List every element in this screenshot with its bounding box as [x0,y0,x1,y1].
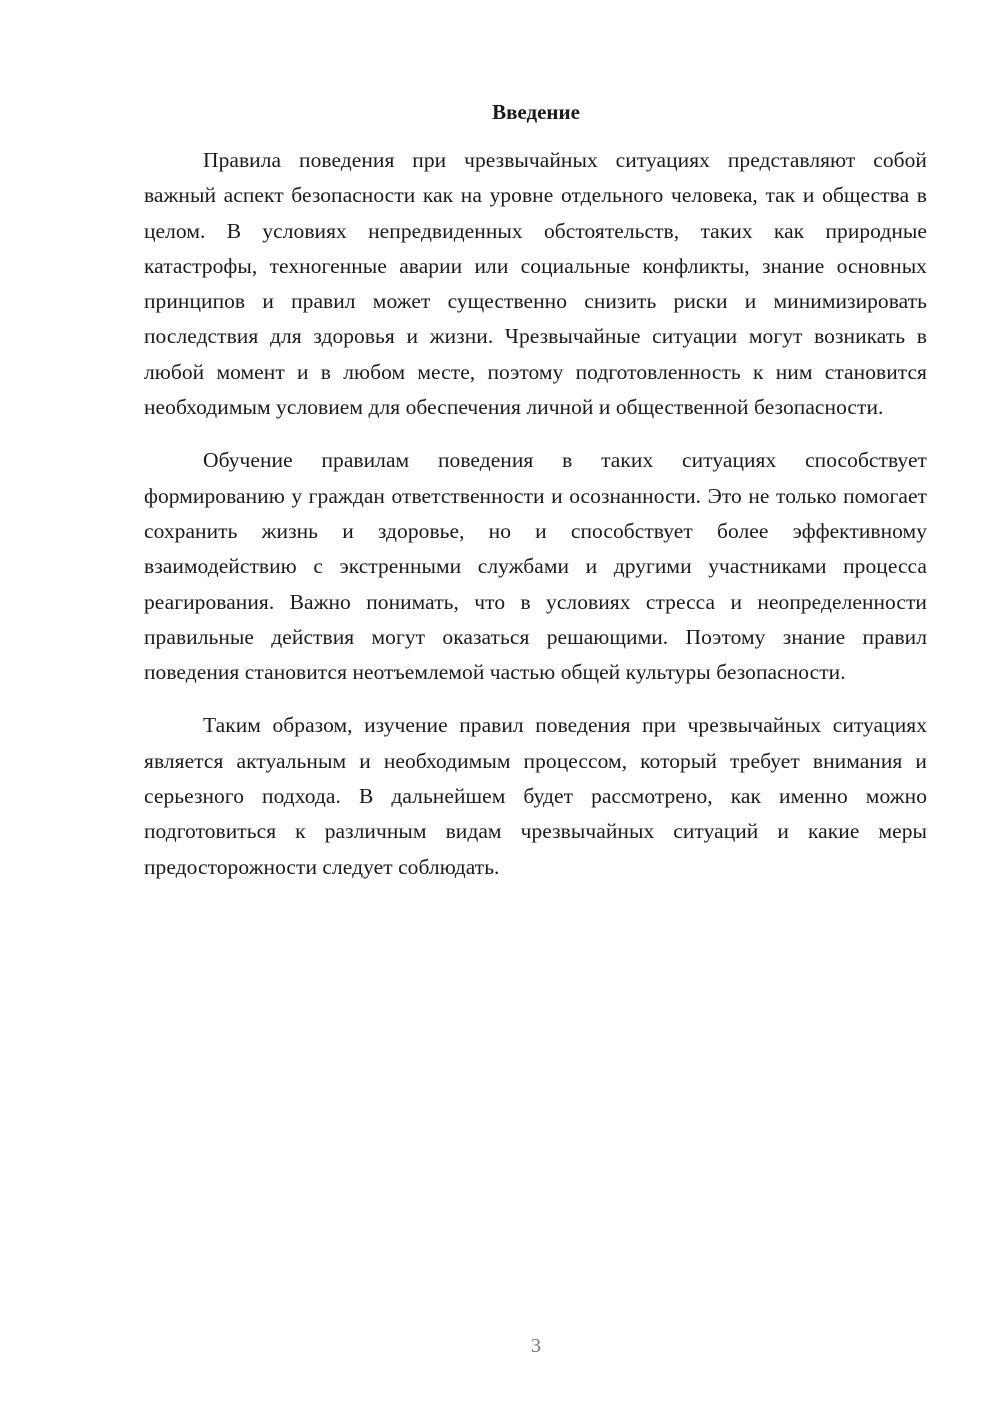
body-text [144,143,927,903]
section-title: Введение [492,100,580,124]
paragraph-2: Обучение правилам поведения в таких ситуациях способствует формированию у граждан ответственности и осознанности. Это не только помогает сохранить жизнь и здоровье, но и способствует более эффективному взаимодействию с экстренными службами и другими участниками процесса реагирования. Важно понимать, что в условиях стресса и неопределенности правильные действия могут оказаться решающими. Поэтому знание правил поведения становится неотъемлемой частью общей культуры безопасности. [144,448,927,685]
paragraph-3: Таким образом, изучение правил поведения при чрезвычайных ситуациях является актуальным и необходимым процессом, который требует внимания и серьезного подхода. В дальнейшем будет рассмотрено, как именно можно подготовиться к различным видам чрезвычайных ситуаций и какие меры предосторожности следует соблюдать. [144,713,927,879]
page-number: 3 [531,1335,541,1357]
paragraph-1: Правила поведения при чрезвычайных ситуациях представляют собой важный аспект безопасности как на уровне отдельного человека, так и общества в целом. В условиях непредвиденных обстоятельств, таких как природные катастрофы, техногенные аварии или социальные конфликты, знание основных принципов и правил может существенно снизить риски и минимизировать последствия для здоровья и жизни. Чрезвычайные ситуации могут возникать в любой момент и в любом месте, поэтому подготовленность к ним становится необходимым условием для обеспечения личной и общественной безопасности. [144,148,927,420]
